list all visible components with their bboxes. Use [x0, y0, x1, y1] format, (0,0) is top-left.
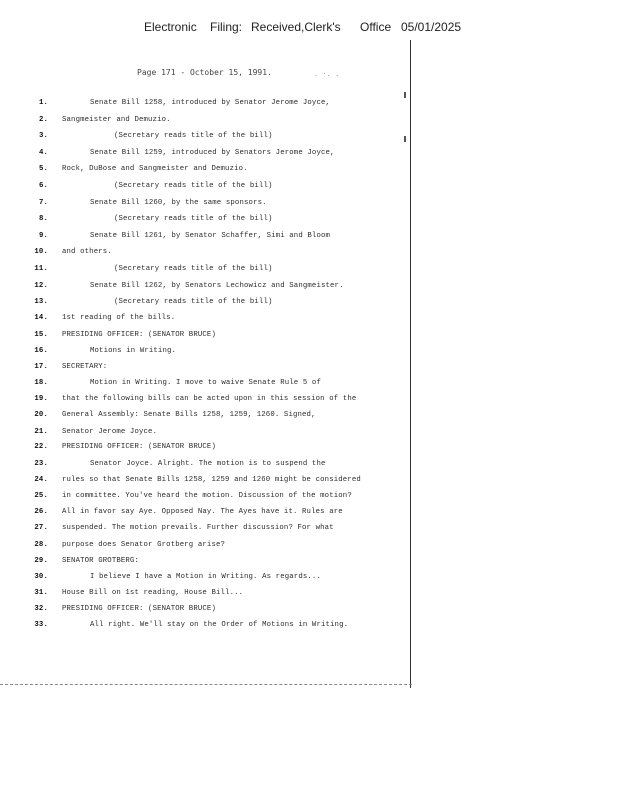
filing-word: Received,Clerk's — [251, 20, 341, 34]
line-text: Senate Bill 1262, by Senators Lechowicz and Sangmeister. — [90, 282, 344, 290]
line-number: 5. — [38, 165, 48, 173]
transcript-line — [0, 605, 410, 619]
filing-word: Filing: — [210, 20, 243, 34]
filing-word: Electronic — [144, 20, 197, 34]
transcript-line — [0, 573, 410, 587]
line-text: 1st reading of the bills. — [62, 314, 176, 322]
line-number: 15. — [34, 331, 48, 339]
line-number: 30. — [34, 573, 48, 581]
line-text: General Assembly: Senate Bills 1258, 1259, 1260. Signed, — [62, 411, 316, 419]
page-edge-rule — [410, 40, 411, 688]
transcript-line — [0, 165, 410, 179]
line-number: 27. — [34, 524, 48, 532]
line-number: 31. — [34, 589, 48, 597]
line-text: (Secretary reads title of the bill) — [114, 132, 273, 140]
transcript-line — [0, 248, 410, 262]
line-text: and others. — [62, 248, 112, 256]
line-number: 20. — [34, 411, 48, 419]
transcript-line — [0, 99, 410, 113]
transcript-line — [0, 232, 410, 246]
line-text: PRESIDING OFFICER: (SENATOR BRUCE) — [62, 331, 216, 339]
transcript-line — [0, 298, 410, 312]
line-number: 3. — [38, 132, 48, 140]
line-number: 14. — [34, 314, 48, 322]
line-text: Senate Bill 1260, by the same sponsors. — [90, 199, 267, 207]
line-text: SENATOR GROTBERG: — [62, 557, 139, 565]
line-number: 8. — [38, 215, 48, 223]
line-number: 13. — [34, 298, 48, 306]
line-number: 16. — [34, 347, 48, 355]
line-number: 11. — [34, 265, 48, 273]
transcript-line — [0, 116, 410, 130]
line-text: Sangmeister and Demuzio. — [62, 116, 171, 124]
line-text: SECRETARY: — [62, 363, 108, 371]
transcript-line — [0, 524, 410, 538]
scan-specks: . ·. . — [314, 70, 340, 78]
line-text: Senator Jerome Joyce. — [62, 428, 158, 436]
line-text: rules so that Senate Bills 1258, 1259 and 1260 might be considered — [62, 476, 361, 484]
line-number: 18. — [34, 379, 48, 387]
line-text: I believe I have a Motion in Writing. As regards... — [90, 573, 321, 581]
line-number: 7. — [38, 199, 48, 207]
line-text: PRESIDING OFFICER: (SENATOR BRUCE) — [62, 443, 216, 451]
transcript-line — [0, 132, 410, 146]
transcript-line — [0, 460, 410, 474]
line-number: 9. — [38, 232, 48, 240]
line-number: 32. — [34, 605, 48, 613]
line-number: 10. — [34, 248, 48, 256]
line-number: 25. — [34, 492, 48, 500]
line-text: Senate Bill 1259, introduced by Senators Jerome Joyce, — [90, 149, 335, 157]
transcript-line — [0, 411, 410, 425]
transcript-line — [0, 589, 410, 603]
line-number: 12. — [34, 282, 48, 290]
line-number: 22. — [34, 443, 48, 451]
line-text: Motion in Writing. I move to waive Senate Rule 5 of — [90, 379, 321, 387]
transcript-line — [0, 379, 410, 393]
transcript-line — [0, 508, 410, 522]
line-text: Senate Bill 1258, introduced by Senator Jerome Joyce, — [90, 99, 331, 107]
transcript-line — [0, 149, 410, 163]
transcript-line — [0, 621, 410, 635]
transcript-line — [0, 331, 410, 345]
transcript-line — [0, 265, 410, 279]
transcript-line — [0, 492, 410, 506]
filing-word: 05/01/2025 — [401, 20, 462, 34]
line-number: 28. — [34, 541, 48, 549]
line-text: in committee. You've heard the motion. Discussion of the motion? — [62, 492, 352, 500]
transcript-line — [0, 347, 410, 361]
line-text: All in favor say Aye. Opposed Nay. The Ayes have it. Rules are — [62, 508, 343, 516]
transcript-line — [0, 395, 410, 409]
line-number: 19. — [34, 395, 48, 403]
line-text: Senator Joyce. Alright. The motion is to suspend the — [90, 460, 326, 468]
line-text: House Bill on 1st reading, House Bill... — [62, 589, 244, 597]
page-heading: Page 171 - October 15, 1991. — [137, 68, 272, 77]
line-text: that the following bills can be acted upon in this session of the — [62, 395, 357, 403]
line-text: (Secretary reads title of the bill) — [114, 298, 273, 306]
edge-mark — [404, 92, 406, 98]
transcript-line — [0, 557, 410, 571]
transcript-line — [0, 282, 410, 296]
line-number: 26. — [34, 508, 48, 516]
line-text: (Secretary reads title of the bill) — [114, 182, 273, 190]
line-number: 2. — [38, 116, 48, 124]
line-text: PRESIDING OFFICER: (SENATOR BRUCE) — [62, 605, 216, 613]
line-text: Motions in Writing. — [90, 347, 177, 355]
line-text: suspended. The motion prevails. Further discussion? For what — [62, 524, 334, 532]
line-text: Senate Bill 1261, by Senator Schaffer, Simi and Bloom — [90, 232, 331, 240]
line-text: Rock, DuBose and Sangmeister and Demuzio. — [62, 165, 248, 173]
line-number: 29. — [34, 557, 48, 565]
transcript-line — [0, 428, 410, 442]
filing-word: Office — [360, 20, 392, 34]
line-number: 4. — [38, 149, 48, 157]
transcript-line — [0, 363, 410, 377]
line-text: (Secretary reads title of the bill) — [114, 265, 273, 273]
line-number: 6. — [38, 182, 48, 190]
transcript-line — [0, 199, 410, 213]
transcript-line — [0, 541, 410, 555]
transcript-line — [0, 215, 410, 229]
line-text: purpose does Senator Grotberg arise? — [62, 541, 226, 549]
transcript-line — [0, 314, 410, 328]
page-bottom-rule — [0, 684, 412, 685]
line-number: 21. — [34, 428, 48, 436]
line-number: 33. — [34, 621, 48, 629]
line-number: 24. — [34, 476, 48, 484]
line-number: 23. — [34, 460, 48, 468]
transcript-line — [0, 476, 410, 490]
line-text: All right. We'll stay on the Order of Motions in Writing. — [90, 621, 349, 629]
line-number: 17. — [34, 363, 48, 371]
transcript-line — [0, 182, 410, 196]
line-number: 1. — [38, 99, 48, 107]
transcript-line — [0, 443, 410, 457]
line-text: (Secretary reads title of the bill) — [114, 215, 273, 223]
